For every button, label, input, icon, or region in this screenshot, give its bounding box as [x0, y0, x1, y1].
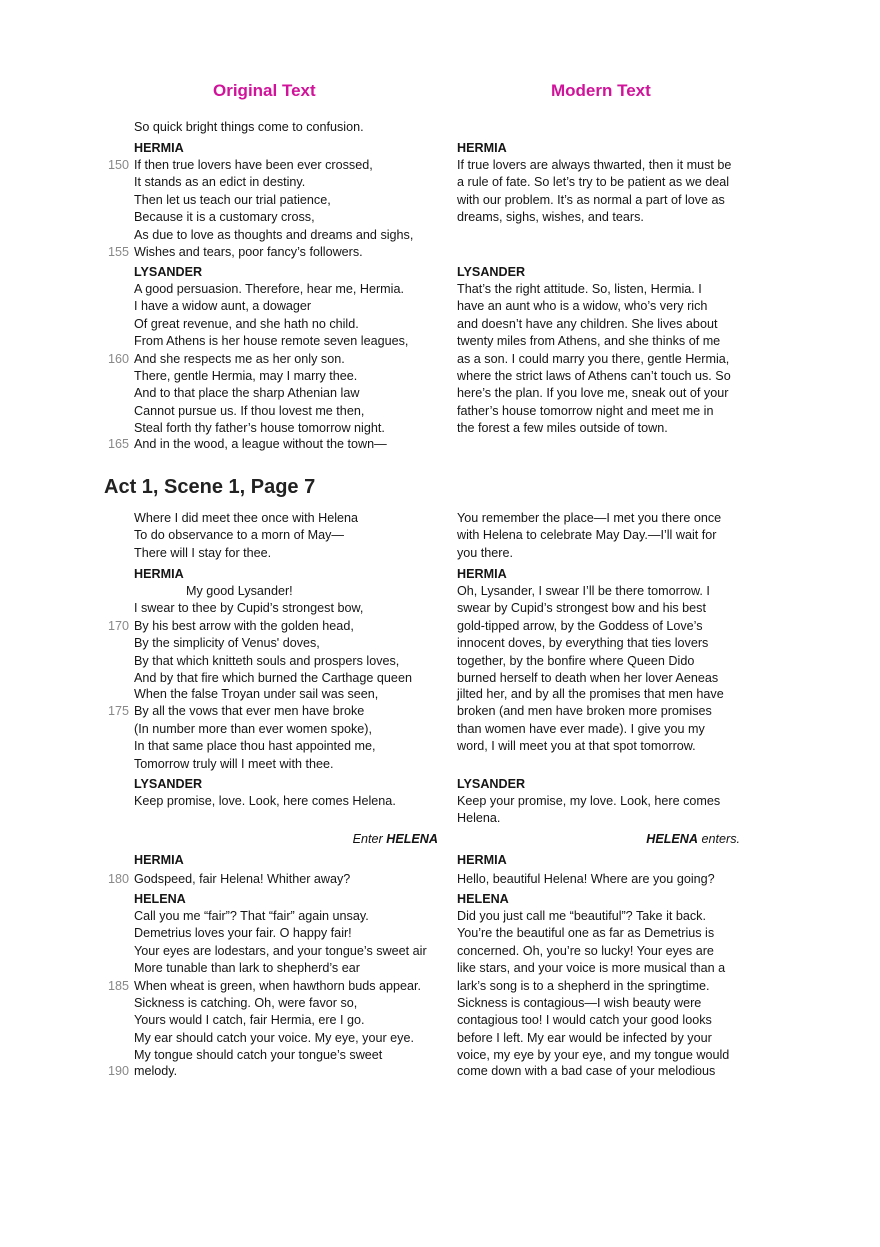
original-line: And she respects me as her only son. [134, 351, 345, 366]
line-number: 160 [107, 351, 129, 366]
line-number: 170 [107, 618, 129, 633]
modern-line: You’re the beautiful one as far as Demetrius is [457, 926, 715, 941]
original-line: More tunable than lark to shepherd’s ear [134, 961, 360, 976]
original-line: I have a widow aunt, a dowager [134, 299, 312, 314]
original-line: By his best arrow with the golden head, [134, 618, 354, 633]
original-line: And to that place the sharp Athenian law [134, 386, 360, 401]
original-line: melody. [134, 1064, 178, 1078]
original-line: Godspeed, fair Helena! Whither away? [134, 872, 351, 886]
original-line: Of great revenue, and she hath no child. [134, 316, 359, 331]
modern-line: contagious too! I would catch your good looks [457, 1013, 712, 1028]
speaker-name: LYSANDER [134, 777, 203, 791]
original-line: From Athens is her house remote seven leagues, [134, 334, 409, 349]
original-line: In that same place thou hast appointed me, [134, 739, 376, 754]
speaker-name: HERMIA [457, 141, 507, 155]
original-line: And in the wood, a league without the town— [134, 437, 387, 451]
original-line: Sickness is catching. Oh, were favor so, [134, 996, 358, 1010]
stage-verb: enters. [698, 832, 740, 846]
original-line: Keep promise, love. Look, here comes Helena. [134, 794, 396, 808]
modern-line: before I left. My ear would be infected by your [457, 1030, 712, 1045]
modern-line: dreams, sighs, wishes, and tears. [457, 210, 644, 225]
line-number: 165 [107, 437, 129, 451]
speaker-name: LYSANDER [457, 777, 526, 791]
modern-line: here’s the plan. If you love me, sneak out of your [457, 386, 729, 401]
modern-line: you there. [457, 545, 514, 560]
modern-line: swear by Cupid’s strongest bow and his best [457, 601, 706, 616]
original-line: And by that fire which burned the Carthage queen [134, 671, 412, 685]
original-line: My good Lysander! [186, 584, 293, 598]
original-line: Wishes and tears, poor fancy’s followers. [134, 245, 363, 259]
original-line: When the false Troyan under sail was seen, [134, 687, 379, 701]
modern-line: lark’s song is to a shepherd in the springtime. [457, 978, 710, 993]
original-line: Your eyes are lodestars, and your tongue’s sweet air [134, 943, 427, 958]
speaker-name: HERMIA [457, 567, 507, 581]
modern-line: jilted her, and by all the promises that men have [457, 687, 724, 701]
original-line: It stands as an edict in destiny. [134, 175, 306, 190]
modern-line: the forest a few miles outside of town. [457, 421, 668, 436]
modern-line: and doesn’t have any children. She lives about [457, 316, 718, 331]
modern-line: If true lovers are always thwarted, then it must be [457, 158, 732, 172]
column-header-modern: Modern Text [551, 81, 651, 100]
modern-line: concerned. Oh, you’re so lucky! Your eyes are [457, 943, 714, 958]
modern-line: Helena. [457, 811, 501, 826]
original-line: If then true lovers have been ever crossed, [134, 158, 373, 172]
modern-line: Oh, Lysander, I swear I’ll be there tomorrow. I [457, 584, 710, 598]
line-number: 190 [107, 1064, 129, 1078]
modern-line: together, by the bonfire where Queen Dido [457, 653, 695, 668]
speaker-name: LYSANDER [457, 265, 526, 279]
original-line: Yours would I catch, fair Hermia, ere I go. [134, 1013, 365, 1028]
modern-line: come down with a bad case of your melodious [457, 1064, 716, 1078]
speaker-name: HERMIA [457, 853, 507, 867]
modern-line: where the strict laws of Athens can’t touch us. So [457, 369, 731, 383]
original-line: My tongue should catch your tongue’s sweet [134, 1048, 383, 1063]
original-line: My ear should catch your voice. My eye, your eye. [134, 1030, 414, 1045]
original-line: There, gentle Hermia, may I marry thee. [134, 369, 358, 383]
original-line: So quick bright things come to confusion. [134, 120, 364, 134]
line-number: 180 [107, 872, 129, 886]
modern-line: like stars, and your voice is more musical than a [457, 961, 726, 976]
modern-line: than women have ever made). I give you my [457, 721, 705, 736]
stage-direction-original [353, 831, 438, 848]
original-line: As due to love as thoughts and dreams and sighs, [134, 227, 414, 242]
line-number: 150 [107, 158, 129, 172]
original-line: Demetrius loves your fair. O happy fair! [134, 926, 352, 941]
modern-line: with Helena to celebrate May Day.—I’ll wait for [457, 528, 717, 543]
original-line: Then let us teach our trial patience, [134, 192, 331, 207]
original-line: Cannot pursue us. If thou lovest me then, [134, 403, 365, 418]
modern-line: with our problem. It’s as normal a part of love as [457, 192, 725, 207]
modern-line: word, I will meet you at that spot tomorrow. [457, 739, 696, 754]
stage-verb: Enter [352, 832, 387, 846]
original-line: By that which knitteth souls and prospers loves, [134, 653, 400, 668]
speaker-name: HERMIA [134, 853, 184, 867]
original-line: I swear to thee by Cupid’s strongest bow, [134, 601, 364, 616]
line-number: 175 [107, 704, 129, 719]
modern-line: burned herself to death when her lover Aeneas [457, 671, 719, 685]
original-line: Call you me “fair”? That “fair” again unsay. [134, 909, 369, 923]
original-line: Because it is a customary cross, [134, 210, 315, 225]
column-header-original: Original Text [213, 81, 316, 100]
modern-line: broken (and men have broken more promises [457, 704, 712, 719]
modern-line: father’s house tomorrow night and meet me in [457, 403, 714, 418]
modern-line: twenty miles from Athens, and she thinks of me [457, 334, 721, 349]
modern-line: Sickness is contagious—I wish beauty were [457, 996, 702, 1010]
original-line: Where I did meet thee once with Helena [134, 511, 359, 525]
original-line: To do observance to a morn of May— [134, 528, 344, 543]
original-line: By all the vows that ever men have broke [134, 704, 365, 719]
speaker-name: HELENA [134, 892, 186, 906]
modern-line: as a son. I could marry you there, gentle Hermia, [457, 351, 730, 366]
original-line: (In number more than ever women spoke), [134, 721, 372, 736]
speaker-name: HERMIA [134, 567, 184, 581]
original-line: A good persuasion. Therefore, hear me, Hermia. [134, 282, 404, 296]
stage-character: HELENA [646, 832, 698, 846]
modern-line: You remember the place—I met you there once [457, 511, 722, 525]
modern-line: Did you just call me “beautiful”? Take it back. [457, 909, 706, 923]
modern-line: Keep your promise, my love. Look, here comes [457, 794, 721, 808]
modern-line: Hello, beautiful Helena! Where are you going? [457, 872, 715, 886]
original-line: When wheat is green, when hawthorn buds appear. [134, 978, 422, 993]
modern-line: a rule of fate. So let’s try to be patient as we deal [457, 175, 730, 190]
line-number: 185 [107, 978, 129, 993]
modern-line: gold-tipped arrow, by the Goddess of Love’s [457, 618, 703, 633]
original-line: Tomorrow truly will I meet with thee. [134, 756, 334, 771]
section-title: Act 1, Scene 1, Page 7 [104, 476, 316, 498]
stage-direction-modern [646, 831, 740, 848]
speaker-name: HERMIA [134, 141, 184, 155]
original-line: There will I stay for thee. [134, 545, 272, 560]
stage-character: HELENA [386, 832, 438, 846]
modern-line: have an aunt who is a widow, who’s very rich [457, 299, 708, 314]
speaker-name: HELENA [457, 892, 509, 906]
original-line: Steal forth thy father’s house tomorrow night. [134, 421, 385, 436]
line-number: 155 [107, 245, 129, 259]
modern-line: That’s the right attitude. So, listen, Hermia. I [457, 282, 702, 296]
original-line: By the simplicity of Venus' doves, [134, 636, 320, 651]
modern-line: innocent doves, by everything that ties lovers [457, 636, 709, 651]
speaker-name: LYSANDER [134, 265, 203, 279]
modern-line: voice, my eye by your eye, and my tongue would [457, 1048, 730, 1063]
